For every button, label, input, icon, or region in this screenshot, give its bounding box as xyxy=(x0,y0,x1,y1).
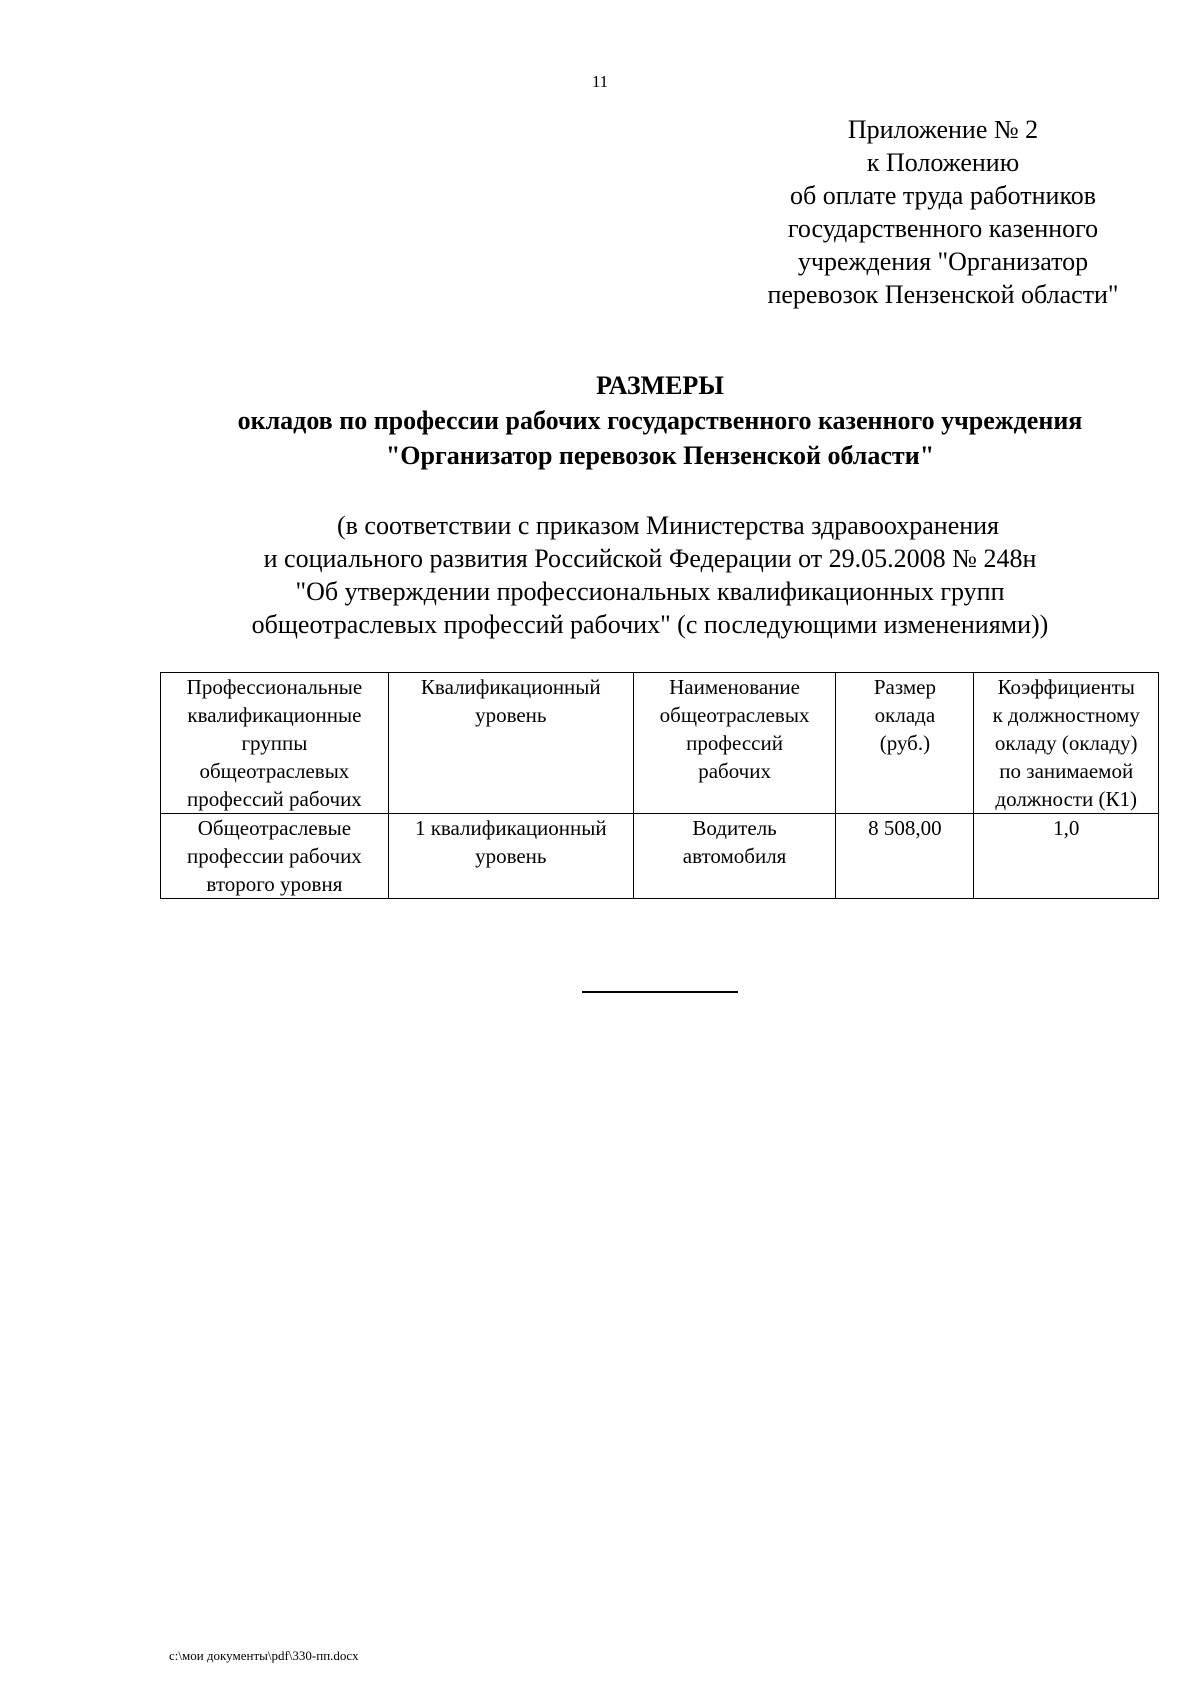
salary-table xyxy=(160,672,1159,899)
header-cell-profession: Наименование общеотраслевых профессий рабочих xyxy=(633,673,836,814)
legal-basis xyxy=(160,509,1140,641)
title-heading: РАЗМЕРЫ xyxy=(596,371,724,400)
appendix-line: учреждения "Организатор xyxy=(797,247,1089,276)
header-cell-level: Квалификационный уровень xyxy=(388,673,633,814)
cell-salary: 8 508,00 xyxy=(836,814,974,899)
table-header-row xyxy=(161,673,1159,814)
appendix-header xyxy=(728,113,1158,311)
appendix-line: об оплате труда работников xyxy=(789,181,1097,210)
cell-level: 1 квалификационный уровень xyxy=(388,814,633,899)
appendix-line: к Положению xyxy=(866,148,1020,177)
cell-coefficient: 1,0 xyxy=(974,814,1159,899)
basis-line: и социального развития Российской Федерации от 29.05.2008 № 248н xyxy=(263,544,1037,573)
title-line: окладов по профессии рабочих государственного казенного учреждения xyxy=(237,406,1083,435)
header-cell-salary: Размер оклада (руб.) xyxy=(836,673,974,814)
document-title xyxy=(90,368,1200,473)
appendix-line: перевозок Пензенской области" xyxy=(767,280,1119,309)
appendix-line: Приложение № 2 xyxy=(847,115,1039,144)
header-cell-groups: Профессиональные квалификационные группы общеотраслевых профессий рабочих xyxy=(161,673,389,814)
header-cell-coefficient: Коэффициенты к должностному окладу (окладу) по занимаемой должности (К1) xyxy=(974,673,1159,814)
basis-line: (в соответствии с приказом Министерства здравоохранения xyxy=(336,511,1000,540)
title-line: "Организатор перевозок Пензенской области" xyxy=(385,441,935,470)
footer-file-path: c:\мои документы\pdf\330-пп.docx xyxy=(169,1648,359,1663)
basis-line: "Об утверждении профессиональных квалификационных групп xyxy=(295,577,1005,606)
cell-profession: Водитель автомобиля xyxy=(633,814,836,899)
end-separator-line xyxy=(582,991,738,993)
table-row xyxy=(161,814,1159,899)
cell-group: Общеотраслевые профессии рабочих второго уровня xyxy=(161,814,389,899)
page-number: 11 xyxy=(591,72,609,91)
basis-line: общеотраслевых профессий рабочих" (с последующими изменениями)) xyxy=(251,610,1049,639)
appendix-line: государственного казенного xyxy=(787,214,1099,243)
